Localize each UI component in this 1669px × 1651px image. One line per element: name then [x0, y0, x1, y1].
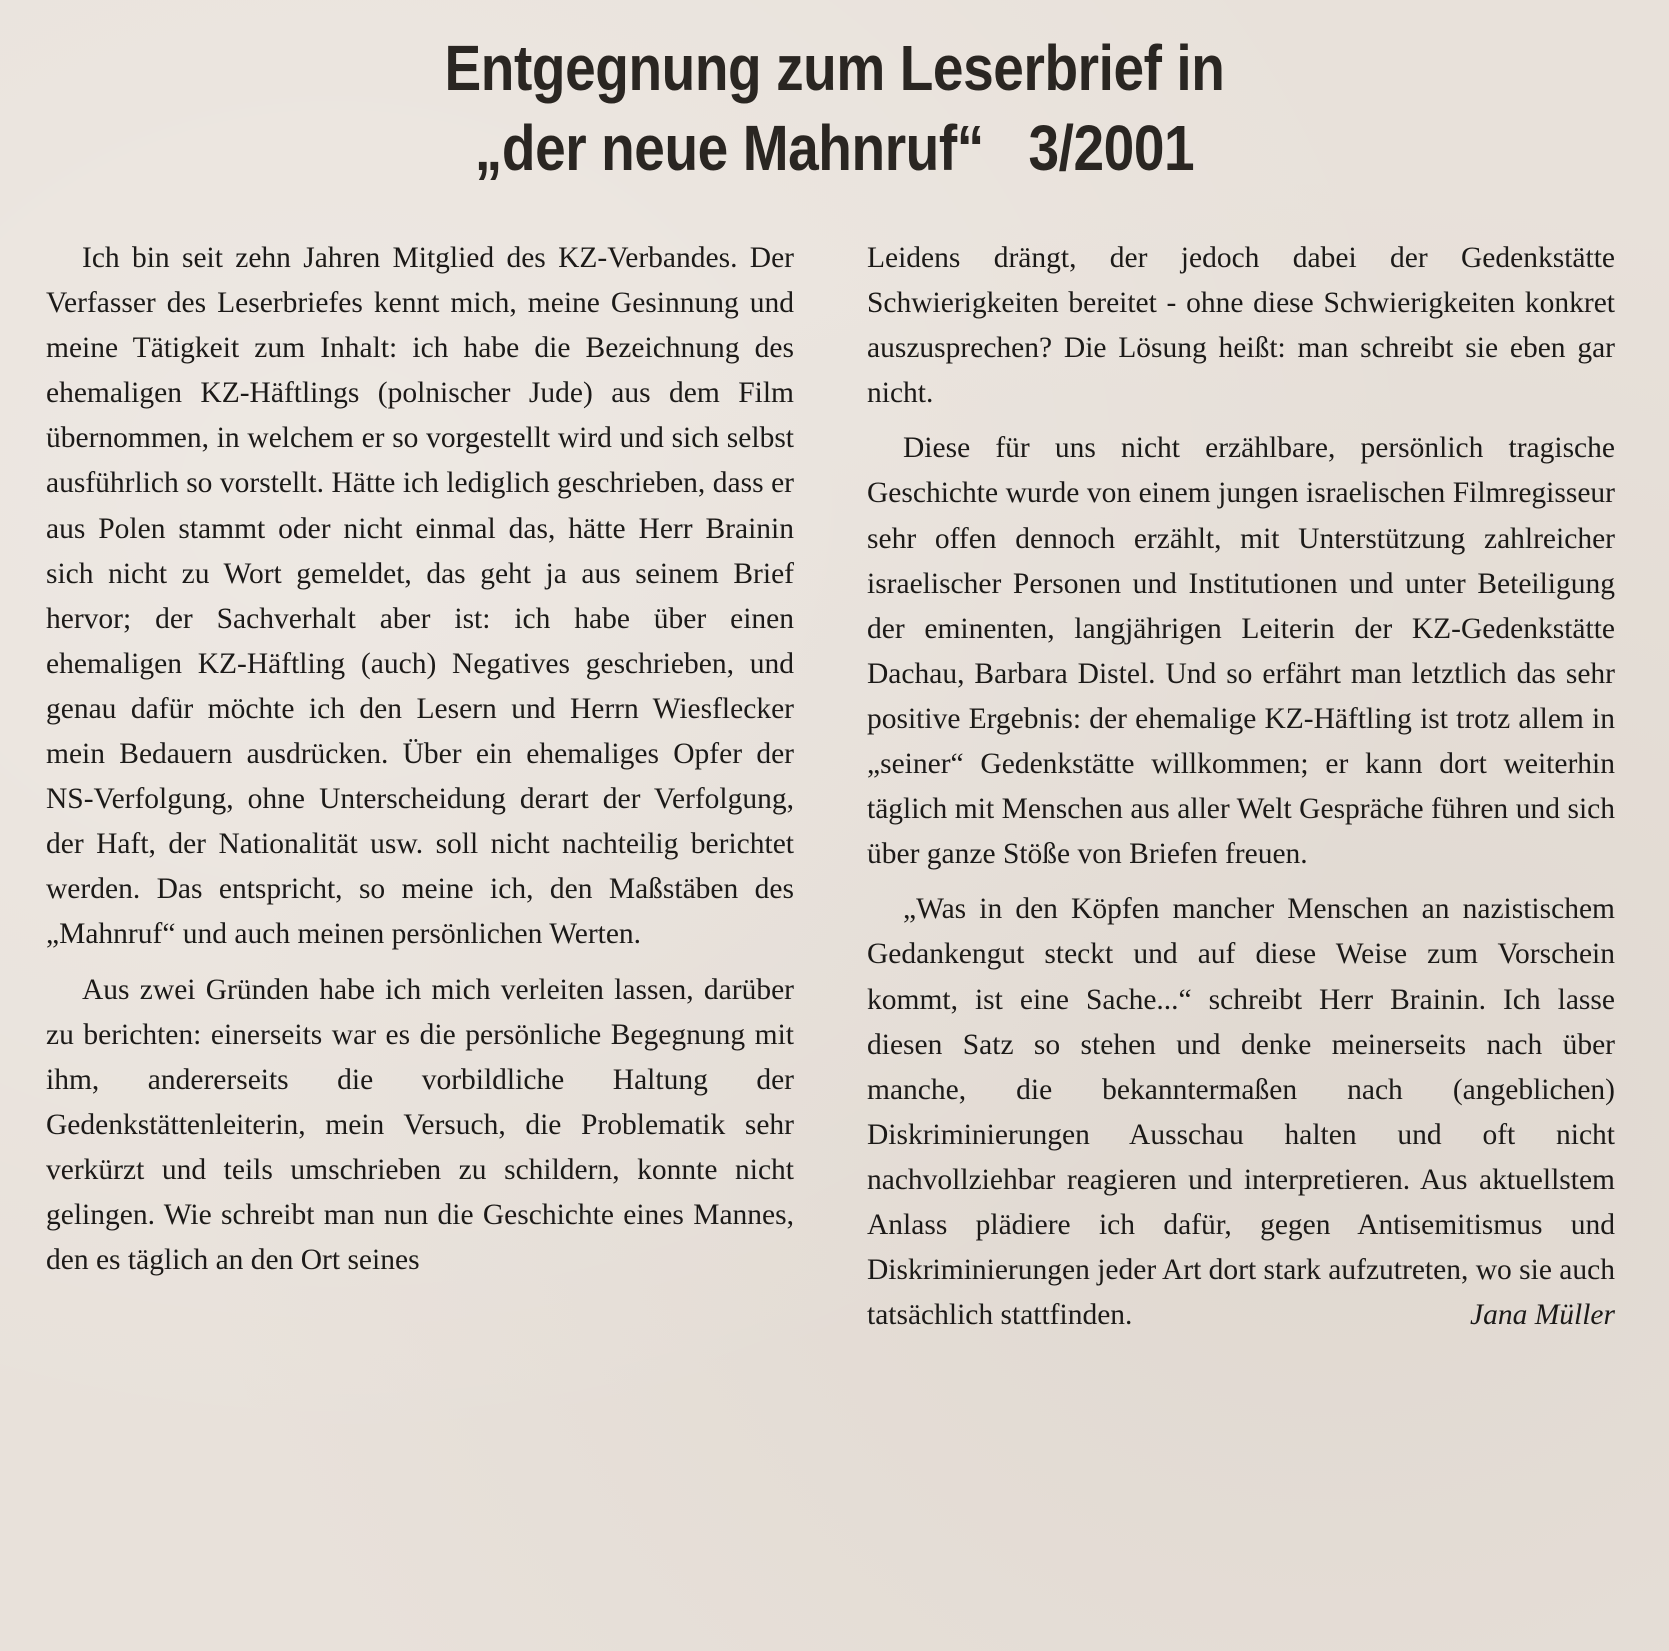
paragraph: Ich bin seit zehn Jahren Mitglied des KZ-Verbandes. Der Verfasser des Leserbriefes kennt mich, meine Gesinnung und meine Tätigkeit zum Inhalt: ich habe die Bezeichnung des ehemaligen KZ-Häftlings (polnischer Jude) aus dem Film übernommen, in welchem er so vorgestellt wird und sich selbst ausführlich so vorstellt. Hätte ich lediglich geschrieben, dass er aus Polen stammt oder nicht einmal das, hätte Herr Brainin sich nicht zu Wort gemeldet, das geht ja aus seinem Brief hervor; der Sachverhalt aber ist: ich habe über einen ehemaligen KZ-Häftling (auch) Negatives geschrieben, und genau dafür möchte ich den Lesern und Herrn Wiesflecker mein Bedauern ausdrücken. Über ein ehemaliges Opfer der NS-Verfolgung, ohne Unterscheidung derart der Verfolgung, der Haft, der Nationalität usw. soll nicht nachteilig berichtet werden. Das entspricht, so meine ich, den Maßstäben des „Mahnruf“ und auch meinen persönlichen Werten.: [46, 242, 794, 951]
paragraph: Leidens drängt, der jedoch dabei der Gedenkstätte Schwierigkeiten bereitet - ohne diese Schwierigkeiten konkret auszusprechen? Die Lösung heißt: man schreibt sie eben gar nicht.: [867, 242, 1615, 410]
paragraph: Aus zwei Gründen habe ich mich verleiten lassen, darüber zu berichten: einerseits war es die persönliche Begegnung mit ihm, andererseits die vorbildliche Haltung der Gedenkstättenleiterin, mein Versuch, die Problematik sehr verkürzt und teils umschrieben zu schildern, konnte nicht gelingen. Wie schreibt man nun die Geschichte eines Mannes, den es täglich an den Ort seines: [46, 973, 794, 1277]
headline-line-2: „der neue Mahnruf“ 3/2001: [474, 112, 1195, 184]
paragraph: Diese für uns nicht erzählbare, persönlich tragische Geschichte wurde von einem jungen israelischen Filmregisseur sehr offen dennoch erzählt, mit Unterstützung zahlreicher israelischer Personen und Institutionen und unter Beteiligung der eminenten, langjährigen Leiterin der KZ-Gedenkstätte Dachau, Barbara Distel. Und so erfährt man letztlich das sehr positive Ergebnis: der ehemalige KZ-Häftling ist trotz allem in „seiner“ Gedenkstätte willkommen; er kann dort weiterhin täglich mit Menschen aus aller Welt Gespräche führen und sich über ganze Stöße von Briefen freuen.: [867, 432, 1615, 871]
paragraph-text: „Was in den Köpfen mancher Menschen an nazistischem Gedankengut steckt und auf diese Weise zum Vorschein kommt, ist eine Sache...“ schreibt Herr Brainin. Ich lasse diesen Satz so stehen und denke meinerseits nach über manche, die bekanntermaßen nach (angeblichen) Diskriminierungen Ausschau halten und oft nicht nachvollziehbar reagieren und interpretieren. Aus aktuellstem Anlass plädiere ich dafür, gegen Antisemitismus und Diskriminierungen jeder Art dort stark aufzutreten, wo sie auch tatsächlich stattfinden.: [867, 893, 1615, 1332]
right-column: [867, 236, 1615, 1338]
article-headline: [117, 28, 1552, 188]
left-column: [46, 236, 794, 1283]
headline-line-1: Entgegnung zum Leserbrief in: [444, 32, 1225, 104]
author-signature: Jana Müller: [1469, 1299, 1615, 1332]
paragraph-final: [867, 887, 1615, 1338]
